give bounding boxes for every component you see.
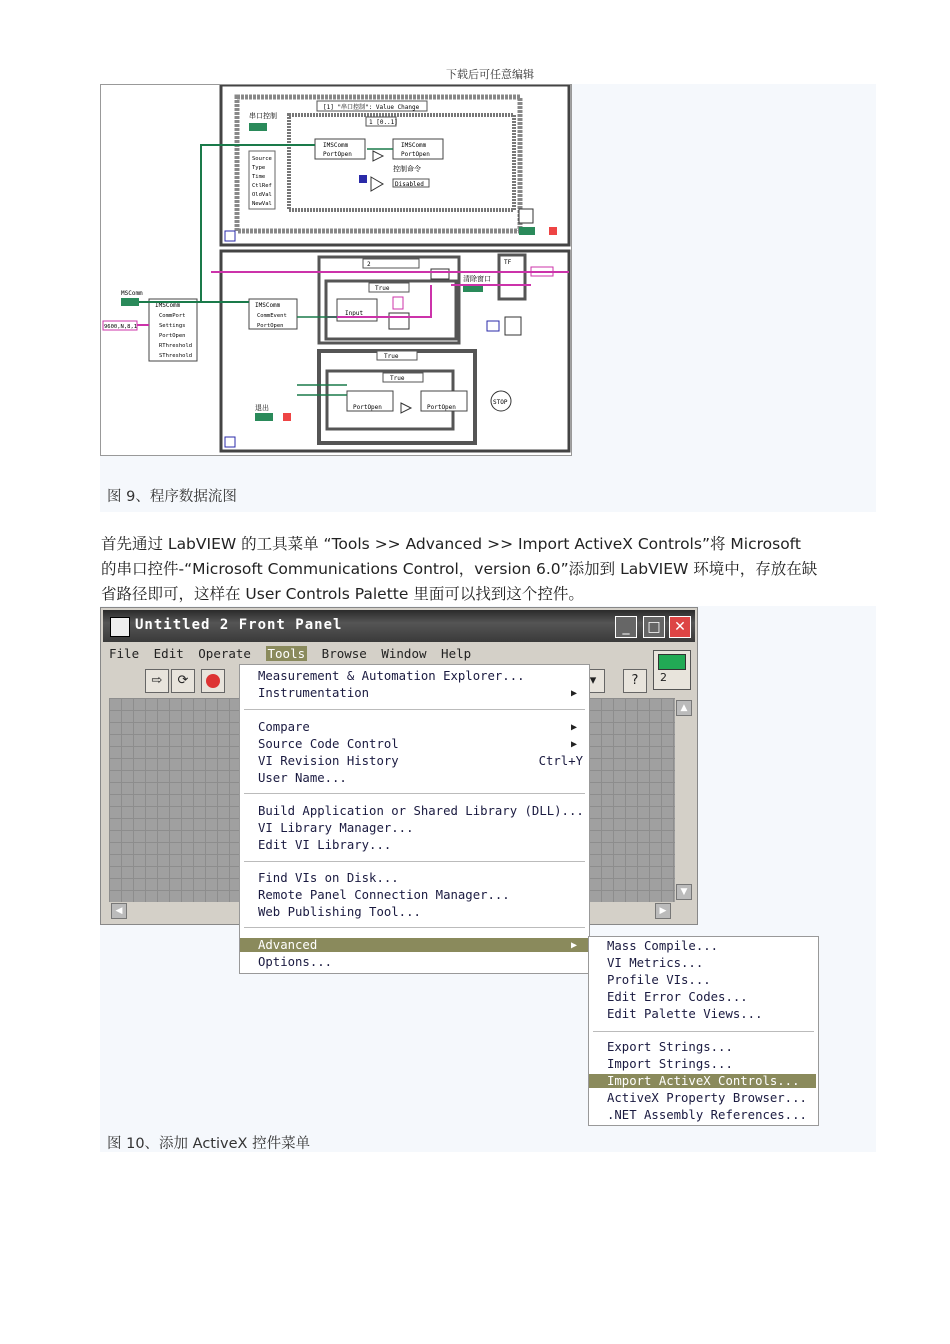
diagram-field-label: RThreshold	[159, 343, 193, 349]
clear-node	[431, 269, 449, 279]
menu-bar	[109, 646, 478, 661]
menu-shortcut: Ctrl+Y	[538, 754, 583, 768]
tools-menu	[239, 664, 590, 974]
tools-menu-item[interactable]	[258, 737, 399, 751]
mscomm-label: MSComm	[121, 290, 143, 297]
diagram-field-label: Time	[252, 174, 266, 180]
property-node-2-title: IMSComm	[401, 142, 427, 149]
diagram-field-label: PortOpen	[257, 323, 284, 329]
case-selector-true1-label: True	[375, 285, 390, 292]
advanced-menu-item[interactable]: Import Strings...	[607, 1057, 733, 1071]
menu-operate[interactable]: Operate	[198, 646, 251, 661]
advanced-menu-item[interactable]: Edit Palette Views...	[607, 1007, 763, 1021]
tools-menu-item-label: Measurement & Automation Explorer...	[258, 669, 525, 683]
tools-menu-item-label: VI Library Manager...	[258, 821, 414, 835]
advanced-menu-item[interactable]: Profile VIs...	[607, 973, 711, 987]
help-icon[interactable]: ?	[623, 669, 647, 693]
diagram-field-label: Type	[252, 165, 266, 171]
minimize-button[interactable]: _	[615, 616, 637, 638]
diagram-field-label: SThreshold	[159, 353, 193, 359]
description-paragraph	[101, 532, 876, 607]
labview-app-icon	[110, 617, 130, 637]
property-node-2-prop: PortOpen	[401, 151, 430, 158]
stop-node-label: STOP	[493, 399, 508, 406]
serial-control-terminal	[249, 123, 267, 131]
advanced-submenu	[588, 936, 819, 1126]
menu-browse[interactable]: Browse	[321, 646, 367, 661]
property-node-1-prop: PortOpen	[323, 151, 352, 158]
scroll-up-icon[interactable]: ▲	[676, 700, 692, 716]
tools-menu-item-label: Compare	[258, 720, 310, 734]
property-node-6-prop: PortOpen	[427, 404, 456, 411]
block-diagram-svg	[101, 85, 571, 455]
not-gate-2	[401, 403, 411, 413]
scroll-right-icon[interactable]: ▶	[655, 903, 671, 919]
page-header: 下载后可任意编辑	[446, 68, 534, 81]
event-selector-label: [1] "串口控制": Value Change	[323, 104, 420, 111]
menu-separator	[244, 861, 585, 862]
exit-stop-terminal	[283, 413, 291, 421]
not-gate-1	[373, 151, 383, 161]
wait-node-top	[519, 209, 533, 223]
figure-10-caption: 图 10、添加 ActiveX 控件菜单	[107, 1136, 311, 1152]
concat-node	[389, 313, 409, 329]
paragraph-line-2: 的串口控件-“Microsoft Communications Control，version 6.0”添加到 LabVIEW 环境中，存放在缺	[101, 560, 818, 578]
wait-node-bottom	[505, 317, 521, 335]
run-continuous-icon[interactable]: ⟳	[171, 669, 195, 693]
advanced-menu-item[interactable]: .NET Assembly References...	[607, 1108, 807, 1122]
tools-menu-item[interactable]	[258, 720, 310, 734]
diagram-field-label: NewVal	[252, 201, 272, 207]
diagram-field-label: Source	[252, 156, 272, 162]
figure-9-caption: 图 9、程序数据流图	[107, 489, 237, 505]
submenu-arrow-icon: ▶	[570, 739, 577, 750]
advanced-menu-item[interactable]: Mass Compile...	[607, 939, 719, 953]
tools-menu-item[interactable]	[240, 938, 589, 952]
case-structure-top	[289, 115, 514, 210]
tools-menu-item[interactable]	[258, 821, 413, 835]
stop-terminal-top	[549, 227, 557, 235]
mscomm-terminal	[121, 298, 139, 306]
vi-icon	[653, 650, 691, 690]
tools-menu-item-label: Source Code Control	[258, 737, 399, 751]
run-arrow-icon[interactable]: ⇨	[145, 669, 169, 693]
tools-menu-item-label: VI Revision History	[258, 754, 399, 768]
menu-separator	[593, 1031, 814, 1032]
diagram-field-label: CtlRef	[252, 183, 272, 189]
exit-label: 退出	[255, 404, 269, 412]
tools-menu-item[interactable]	[258, 905, 421, 919]
submenu-arrow-icon: ▶	[570, 688, 577, 699]
case-selector-true2-label: True	[384, 353, 399, 360]
close-button[interactable]: ✕	[669, 616, 691, 638]
tools-menu-item[interactable]	[258, 669, 525, 683]
tools-menu-item-label: Advanced	[258, 938, 318, 952]
menu-separator	[244, 793, 585, 794]
tf-const-top	[519, 227, 535, 235]
tools-menu-item[interactable]	[258, 804, 584, 818]
tools-menu-item[interactable]	[258, 955, 332, 969]
menu-separator	[244, 927, 585, 928]
tools-menu-item[interactable]	[258, 754, 399, 768]
select-node	[371, 177, 383, 191]
window-titlebar	[103, 610, 695, 642]
submenu-arrow-icon: ▶	[570, 940, 577, 951]
labview-block-diagram	[100, 84, 572, 456]
case-selector-2	[363, 259, 419, 268]
diagram-field-label: CommEvent	[257, 313, 287, 319]
menu-window[interactable]: Window	[381, 646, 427, 661]
menu-file[interactable]: File	[109, 646, 140, 661]
init-const-label: 9600,N,8,1	[104, 324, 138, 330]
clear-window-label: 清除窗口	[463, 275, 491, 283]
wait-const	[487, 321, 499, 331]
dropdown-arrow-icon[interactable]: ▾	[581, 669, 605, 693]
tools-menu-item[interactable]	[258, 888, 510, 902]
tools-menu-item-label: Remote Panel Connection Manager...	[258, 888, 510, 902]
disabled-const-label: Disabled	[395, 181, 424, 188]
string-indicator	[393, 297, 403, 309]
case-selector-top-label: 1 [0..1]	[369, 119, 398, 126]
tf-selector-label: TF	[504, 259, 512, 266]
serial-control-label: 串口控制	[249, 112, 277, 120]
diagram-field-label: PortOpen	[159, 333, 186, 339]
menu-help[interactable]: Help	[441, 646, 472, 661]
case-selector-true3-label: True	[390, 375, 405, 382]
menu-tools[interactable]: Tools	[267, 646, 306, 661]
exit-terminal	[255, 413, 273, 421]
bool-terminal	[359, 175, 367, 183]
property-node-mid-title: IMSComm	[255, 302, 281, 309]
tools-menu-item-label: Options...	[258, 955, 333, 969]
maximize-button[interactable]: □	[643, 616, 665, 638]
diagram-field-label: Settings	[159, 323, 186, 329]
tools-menu-item-label: Instrumentation	[258, 686, 370, 700]
iteration-bottom	[225, 437, 235, 447]
tools-menu-item[interactable]	[258, 871, 399, 885]
scroll-left-icon[interactable]: ◀	[111, 903, 127, 919]
vi-icon-graphic	[658, 654, 686, 670]
submenu-arrow-icon: ▶	[570, 722, 577, 733]
tools-menu-item-label: Build Application or Shared Library (DLL)...	[258, 804, 584, 818]
tools-menu-item-label: Find VIs on Disk...	[258, 871, 399, 885]
advanced-menu-item[interactable]: VI Metrics...	[607, 956, 704, 970]
vertical-scrollbar[interactable]	[675, 698, 691, 902]
tools-menu-item-label: Web Publishing Tool...	[258, 905, 421, 919]
property-node-1-title: IMSComm	[323, 142, 349, 149]
menu-edit[interactable]: Edit	[153, 646, 184, 661]
tools-menu-item-label: User Name...	[258, 771, 347, 785]
control-cmd-label: 控制命令	[393, 165, 421, 173]
window-title: Untitled 2 Front Panel	[135, 617, 343, 633]
paragraph-line-3: 省路径即可，这样在 User Controls Palette 里面可以找到这个控件。	[101, 585, 584, 603]
abort-icon[interactable]	[201, 669, 225, 693]
tools-menu-item-label: Edit VI Library...	[258, 838, 392, 852]
diagram-field-label: CommPort	[159, 313, 186, 319]
diagram-field-label: OldVal	[252, 192, 272, 198]
scroll-down-icon[interactable]: ▼	[676, 884, 692, 900]
case-selector-2-label: 2	[367, 261, 371, 268]
property-node-5-prop: PortOpen	[353, 404, 382, 411]
advanced-menu-item[interactable]: Edit Error Codes...	[607, 990, 748, 1004]
vi-number: 2	[660, 671, 667, 684]
paragraph-line-1: 首先通过 LabVIEW 的工具菜单 “Tools >> Advanced >> Import ActiveX Controls”将 Microsoft	[101, 535, 801, 553]
tools-menu-item[interactable]	[258, 838, 391, 852]
property-node-init-title: IMSComm	[155, 302, 181, 309]
advanced-menu-item[interactable]: Import ActiveX Controls...	[589, 1074, 816, 1088]
menu-separator	[244, 709, 585, 710]
advanced-menu-item[interactable]: ActiveX Property Browser...	[607, 1091, 807, 1105]
tools-menu-item[interactable]	[258, 686, 369, 700]
advanced-menu-item[interactable]: Export Strings...	[607, 1040, 733, 1054]
input-node-label: Input	[345, 310, 364, 317]
case-structure-tf	[499, 255, 525, 299]
iteration-top	[225, 231, 235, 241]
tools-menu-item[interactable]	[258, 771, 347, 785]
